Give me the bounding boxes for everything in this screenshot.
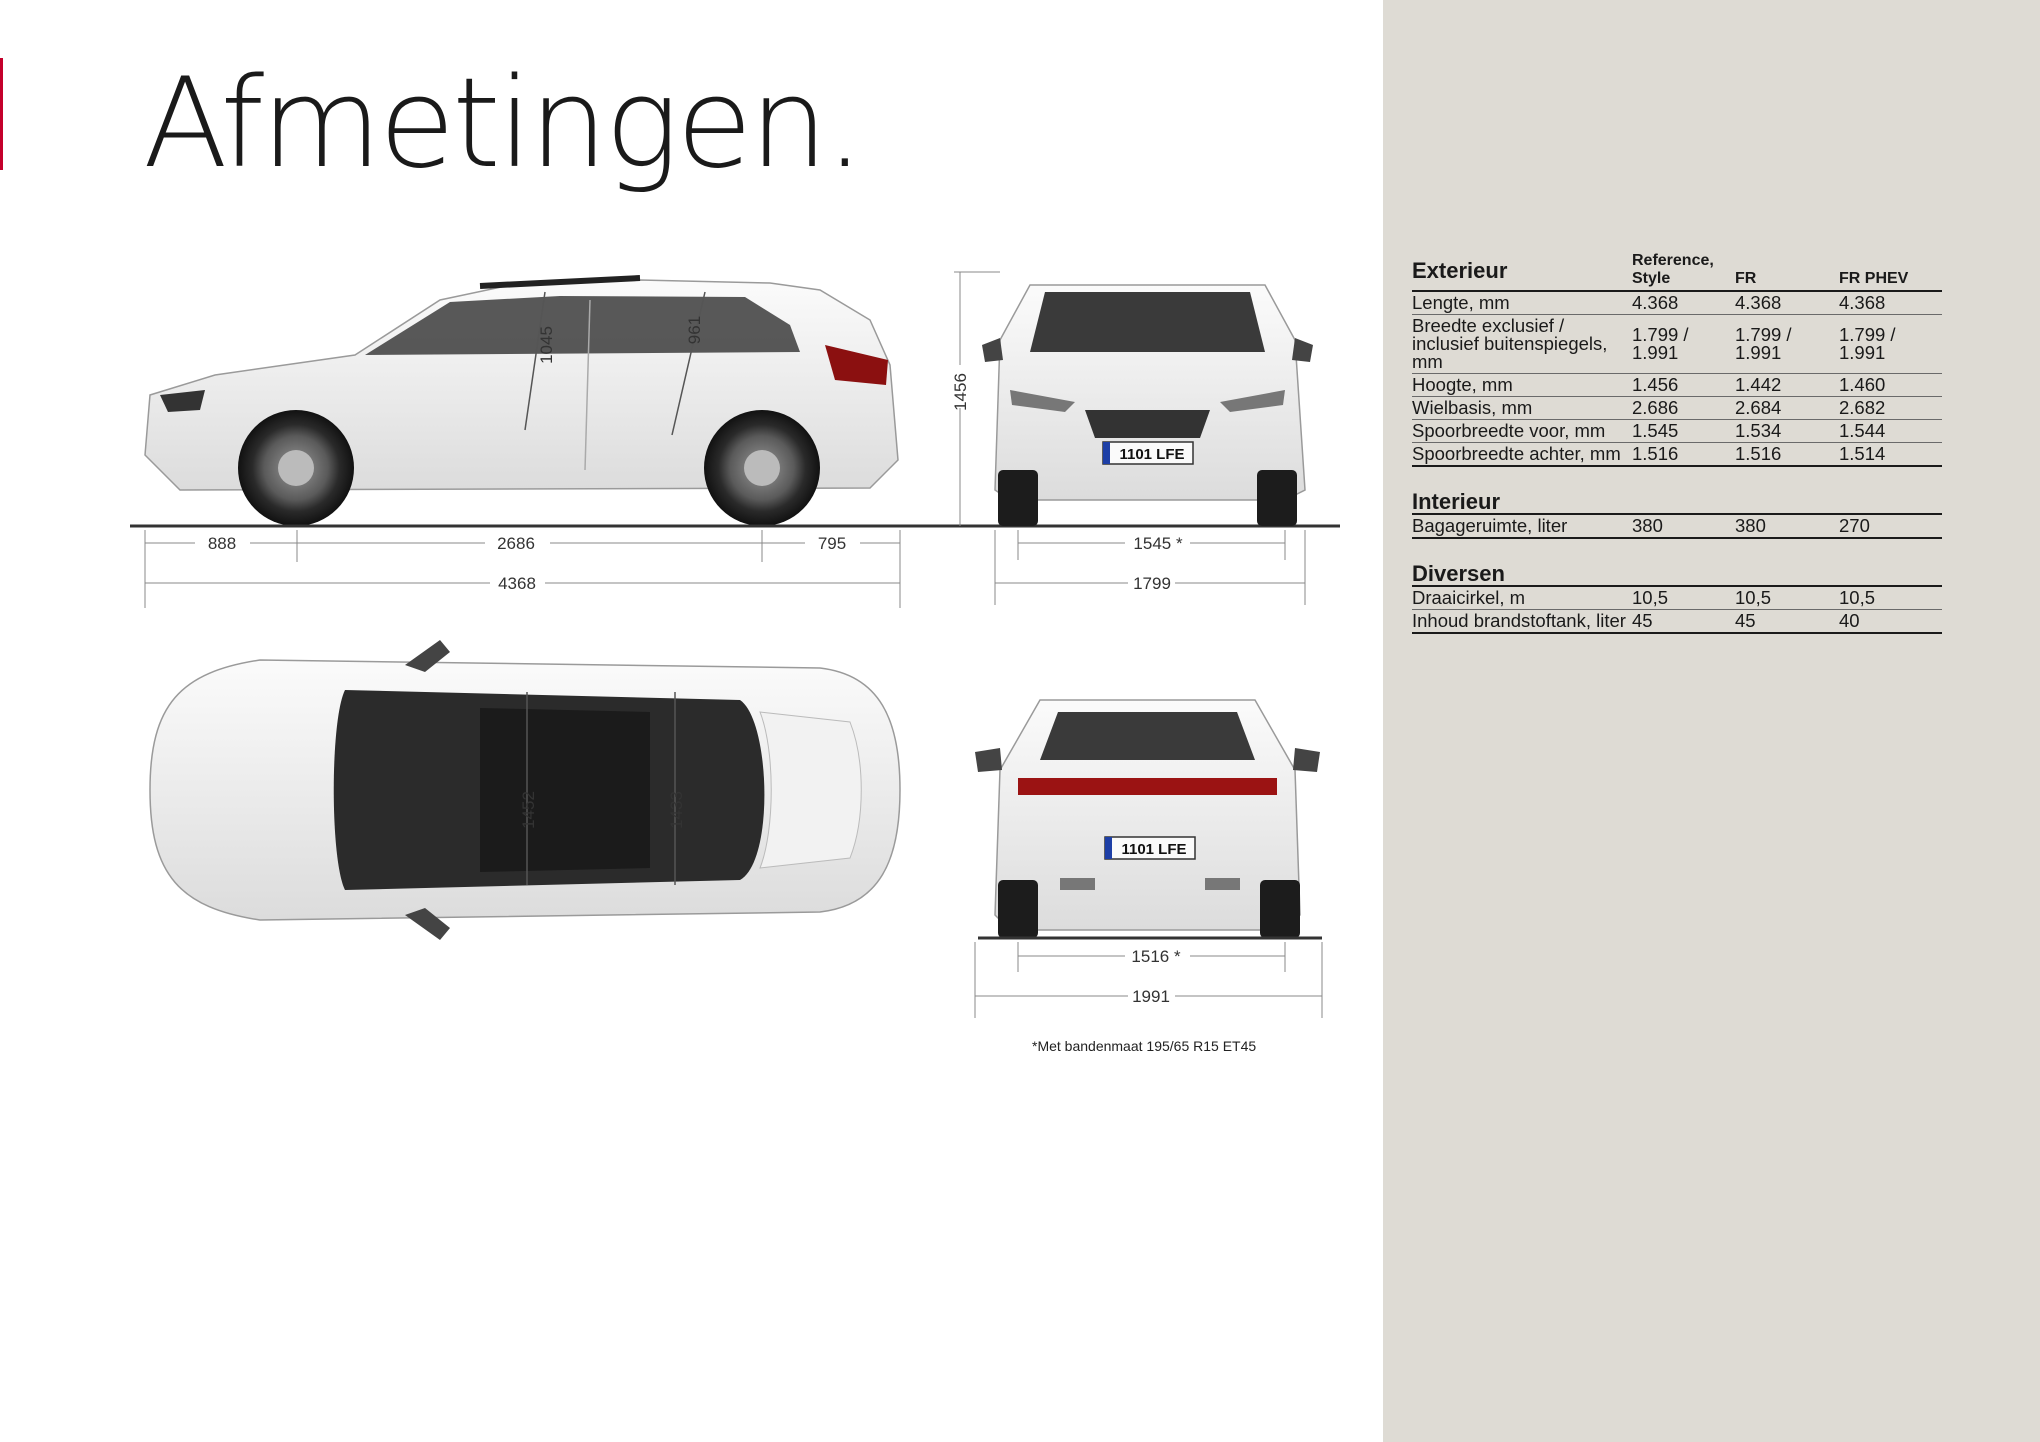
table-row: Inhoud brandstoftank, liter 45 45 40 xyxy=(1412,610,1942,634)
table-row: Wielbasis, mm 2.686 2.684 2.682 xyxy=(1412,397,1942,420)
side-view-car xyxy=(145,278,898,526)
dim-front-overhang: 888 xyxy=(207,534,237,553)
top-view-car xyxy=(150,640,900,940)
front-license-plate: 1101 LFE xyxy=(1119,446,1185,463)
dim-front-headroom: 1045 xyxy=(537,326,556,364)
table-row: Bagageruimte, liter 380 380 270 xyxy=(1412,514,1942,538)
table-row: Spoorbreedte voor, mm 1.545 1.534 1.544 xyxy=(1412,420,1942,443)
dim-length: 4368 xyxy=(498,574,536,593)
page-title: Afmetingen. xyxy=(143,52,862,196)
front-view-car xyxy=(982,285,1313,526)
column-header-fr: FR xyxy=(1735,250,1839,291)
rear-license-plate: 1101 LFE xyxy=(1121,841,1187,858)
dim-front-track: 1545 * xyxy=(1133,534,1183,553)
dim-front-width: 1799 xyxy=(1133,574,1171,593)
specs-panel xyxy=(1383,0,2040,1442)
dim-top-rear-shoulder: 1433 xyxy=(667,791,686,829)
section-title-interieur: Interieur xyxy=(1412,489,1942,514)
dim-rear-track: 1516 * xyxy=(1131,947,1181,966)
diversen-header-row xyxy=(1412,561,1942,586)
table-row: Spoorbreedte achter, mm 1.516 1.516 1.514 xyxy=(1412,443,1942,467)
dim-rear-headroom: 961 xyxy=(685,315,704,345)
exterieur-header-row xyxy=(1412,250,1942,291)
interieur-header-row xyxy=(1412,489,1942,514)
dim-wheelbase: 2686 xyxy=(497,534,535,553)
table-row: Draaicirkel, m 10,5 10,5 10,5 xyxy=(1412,586,1942,610)
table-row: Breedte exclusief / inclusief buitenspiegels, mm 1.799 / 1.991 1.799 / 1.991 1.799 / 1.991 xyxy=(1412,315,1942,374)
dim-height: 1456 xyxy=(951,373,970,411)
specs-table xyxy=(1412,250,1942,634)
table-row: Lengte, mm 4.368 4.368 4.368 xyxy=(1412,291,1942,315)
column-header-reference-style: Reference, Style xyxy=(1632,250,1735,291)
rear-view-car xyxy=(975,700,1320,938)
section-title-exterieur: Exterieur xyxy=(1412,250,1632,291)
table-row: Hoogte, mm 1.456 1.442 1.460 xyxy=(1412,374,1942,397)
footnote: *Met bandenmaat 195/65 R15 ET45 xyxy=(1032,1038,1257,1054)
column-header-fr-phev: FR PHEV xyxy=(1839,250,1942,291)
dim-rear-width: 1991 xyxy=(1132,987,1170,1006)
dim-rear-overhang: 795 xyxy=(817,534,847,553)
dim-top-front-shoulder: 1452 xyxy=(519,791,538,829)
section-title-diversen: Diversen xyxy=(1412,561,1942,586)
